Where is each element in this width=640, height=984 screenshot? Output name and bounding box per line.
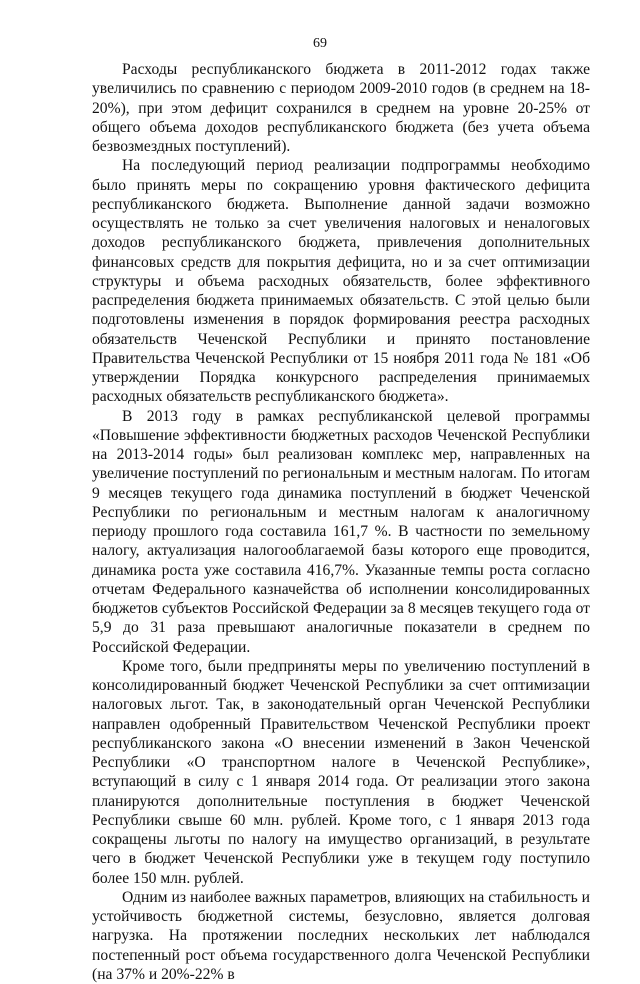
paragraph-debt-burden: Одним из наиболее важных параметров, влияющих на стабильность и устойчивость бюджетной системы, безусловно, является долговая нагрузка. На протяжении последних нескольких лет наблюдался постепенный рост объема государственного долга Чеченской Республики (на 37% и 20%-22% в — [92, 888, 590, 983]
paragraph-budget-expenditures: Расходы республиканского бюджета в 2011-2012 годах также увеличились по сравнению с периодом 2009-2010 годов (в среднем на 18-20%), при этом дефицит сохранился в среднем на уровне 20-25% от общего объема доходов республиканского бюджета (без учета объема безвозмездных поступлений). — [92, 61, 590, 155]
paragraph-deficit-reduction-measures: На последующий период реализации подпрограммы необходимо было принять меры по сокращению уровня фактического дефицита республиканского бюджета. Выполнение данной задачи возможно осуществлять не только за счет увеличения налоговых и неналоговых доходов республиканского бюджета, привлечения дополнительных финансовых средств для покрытия дефицита, но и за счет оптимизации структуры и объема расходных обязательств, более эффективного распределения бюджета принимаемых обязательств. С этой целью были подготовлены изменения в порядок формирования реестра расходных обязательств Чеченской Республики и принято постановление Правительства Чеченской Республики от 15 ноября 2011 года № 181 «Об утверждении Порядка конкурсного распределения принимаемых расходных обязательств республиканского бюджета». — [92, 157, 590, 406]
paragraph-tax-benefits-optimization: Кроме того, были предприняты меры по увеличению поступлений в консолидированный бюджет Чеченской Республики за счет оптимизации налоговых льгот. Так, в законодательный орган Чеченской Республики направлен одобренный Правительством Чеченской Республики проект республиканского закона «О внесении изменений в Закон Чеченской Республики «О транспортном налоге в Чеченской Республике», вступающий в силу с 1 января 2014 года. От реализации этого закона планируются дополнительные поступления в бюджет Чеченской Республики свыше 60 млн. рублей. Кроме того, с 1 января 2013 года сокращены льготы по налогу на имущество организаций, в результате чего в бюджет Чеченской Республики уже в текущем году поступило более 150 млн. рублей. — [92, 657, 590, 887]
paragraph-regional-local-taxes: В 2013 году в рамках республиканской целевой программы «Повышение эффективности бюджетных расходов Чеченской Республики на 2013-2014 годы» был реализован комплекс мер, направленных на увеличение поступлений по региональным и местным налогам. По итогам 9 месяцев текущего года динамика поступлений в бюджет Чеченской Республики по региональным и местным налогам к аналогичному периоду прошлого года составила 161,7 %. В частности по земельному налогу, актуализация налогооблагаемой базы которого еще проводится, динамика роста уже составила 416,7%. Указанные темпы роста согласно отчетам Федерального казначейства об исполнении консолидированных бюджетов субъектов Российской Федерации за 8 месяцев текущего года от 5,9 до 31 раза превышают аналогичные показатели в среднем по Российской Федерации. — [92, 407, 590, 656]
page-number: 69 — [313, 36, 327, 51]
document-body — [92, 60, 590, 984]
